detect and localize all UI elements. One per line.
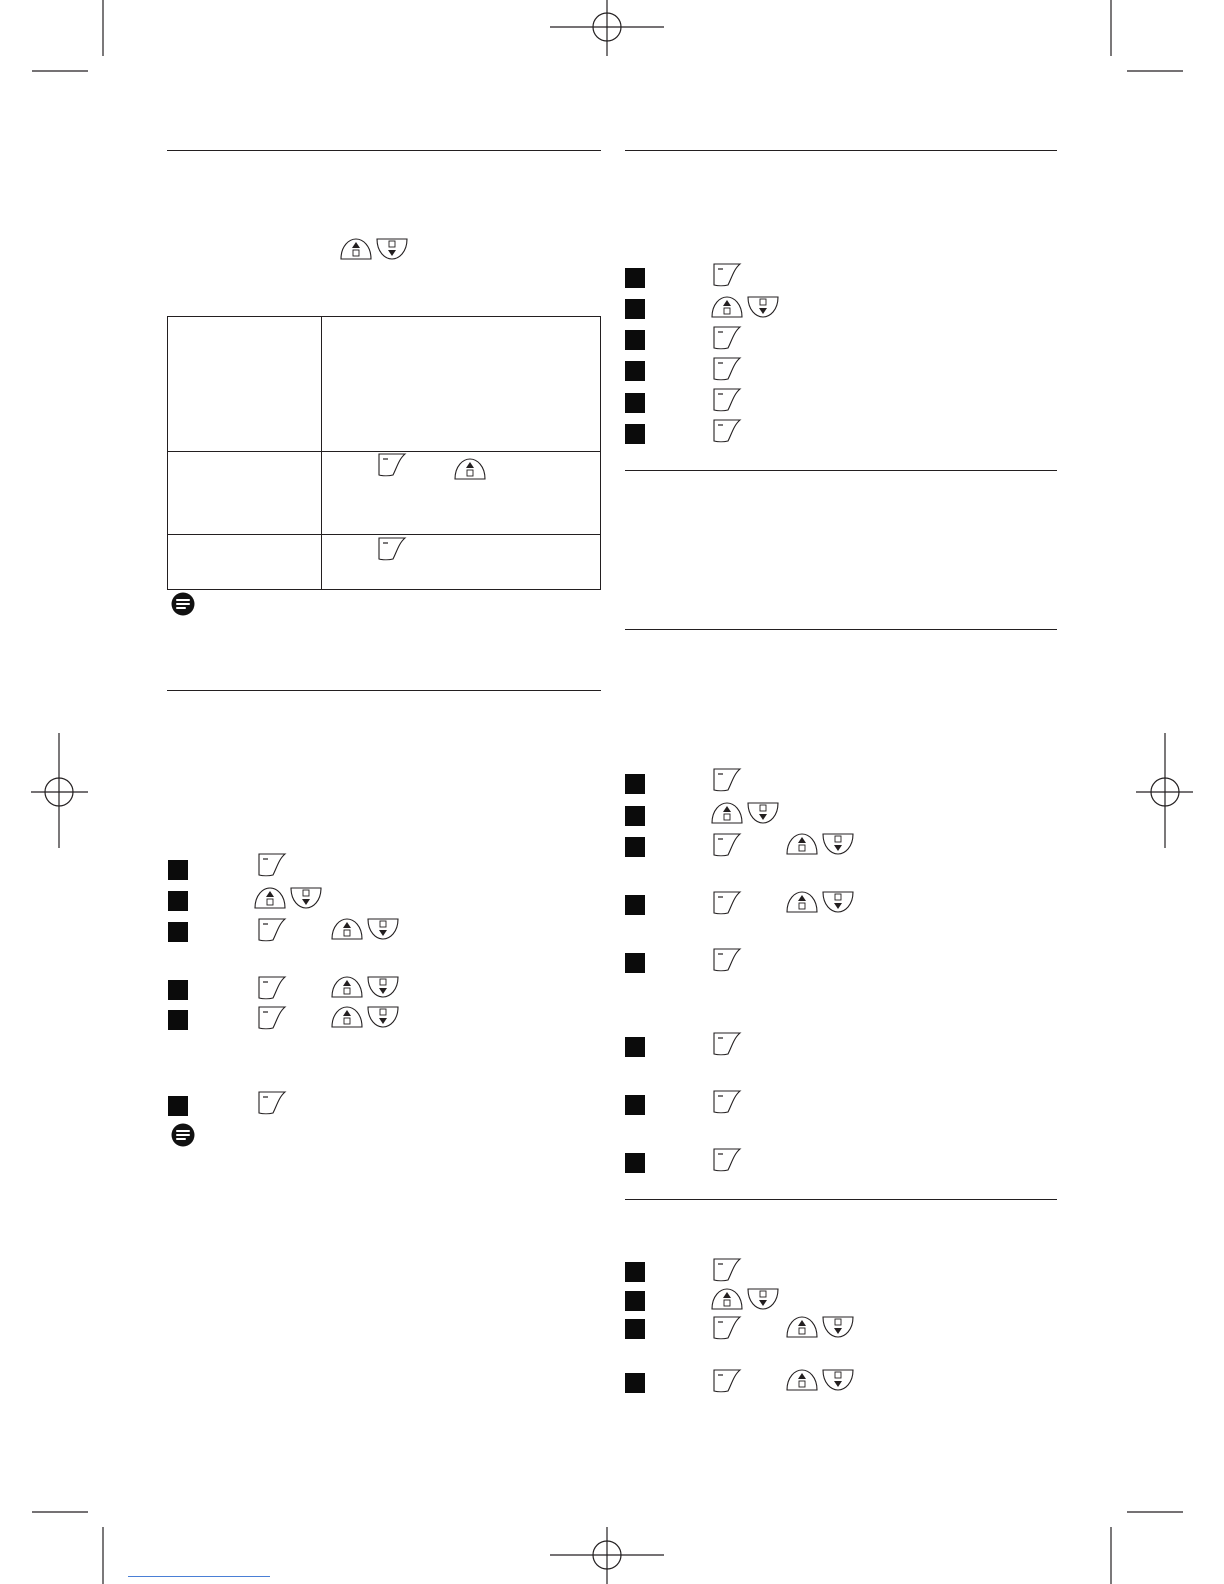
softkey-icon (257, 1091, 287, 1115)
nav-up-icon (710, 802, 744, 824)
step-marker (168, 922, 188, 942)
softkey-icon (257, 1006, 287, 1030)
softkey-icon (712, 1090, 742, 1114)
step-marker (168, 980, 188, 1000)
step-marker (625, 1095, 645, 1115)
softkey-icon (712, 388, 742, 412)
step-marker (625, 1262, 645, 1282)
softkey-icon (712, 326, 742, 350)
softkey-icon (377, 453, 407, 477)
step-marker (625, 1153, 645, 1173)
note-icon (171, 1123, 195, 1147)
nav-down-icon (746, 1288, 780, 1310)
step-marker (625, 1291, 645, 1311)
nav-down-icon (746, 296, 780, 318)
softkey-icon (712, 948, 742, 972)
section-rule (625, 629, 1057, 630)
step-marker (625, 330, 645, 350)
step-marker (625, 1037, 645, 1057)
step-marker (625, 299, 645, 319)
softkey-icon (712, 833, 742, 857)
step-marker (168, 860, 188, 880)
section-rule (625, 470, 1057, 471)
nav-down-icon (821, 1316, 855, 1338)
step-marker (625, 1373, 645, 1393)
softkey-icon (377, 537, 407, 561)
nav-up-icon (785, 891, 819, 913)
nav-up-icon (785, 1369, 819, 1391)
nav-down-icon (366, 918, 400, 940)
step-marker (625, 393, 645, 413)
nav-down-icon (821, 1369, 855, 1391)
link-underline (128, 1576, 270, 1577)
softkey-icon (257, 853, 287, 877)
softkey-icon (712, 357, 742, 381)
step-marker (625, 424, 645, 444)
softkey-icon (712, 263, 742, 287)
note-icon (171, 592, 195, 616)
step-marker (625, 837, 645, 857)
softkey-icon (712, 1369, 742, 1393)
step-marker (168, 1010, 188, 1030)
section-rule (625, 150, 1057, 151)
nav-up-icon (710, 296, 744, 318)
softkey-icon (712, 1148, 742, 1172)
nav-down-icon (746, 802, 780, 824)
softkey-icon (712, 419, 742, 443)
nav-down-icon (366, 976, 400, 998)
section-rule (167, 150, 601, 151)
step-marker (625, 953, 645, 973)
softkey-icon (712, 891, 742, 915)
step-marker (168, 891, 188, 911)
section-rule (625, 1199, 1057, 1200)
nav-down-icon (375, 238, 409, 260)
nav-up-icon (339, 238, 373, 260)
softkey-icon (712, 1258, 742, 1282)
nav-down-icon (821, 833, 855, 855)
nav-up-icon (253, 887, 287, 909)
nav-up-icon (330, 918, 364, 940)
step-marker (625, 268, 645, 288)
softkey-icon (257, 976, 287, 1000)
step-marker (625, 361, 645, 381)
section-rule (167, 690, 601, 691)
nav-up-icon (785, 833, 819, 855)
step-marker (168, 1096, 188, 1116)
nav-down-icon (821, 891, 855, 913)
softkey-icon (712, 1032, 742, 1056)
nav-up-icon (710, 1288, 744, 1310)
nav-down-icon (289, 887, 323, 909)
step-marker (625, 1319, 645, 1339)
softkey-icon (712, 1316, 742, 1340)
nav-up-icon (453, 458, 487, 480)
softkey-icon (712, 768, 742, 792)
step-marker (625, 774, 645, 794)
nav-up-icon (785, 1316, 819, 1338)
nav-up-icon (330, 976, 364, 998)
step-marker (625, 806, 645, 826)
nav-down-icon (366, 1006, 400, 1028)
nav-up-icon (330, 1006, 364, 1028)
softkey-icon (257, 918, 287, 942)
step-marker (625, 895, 645, 915)
